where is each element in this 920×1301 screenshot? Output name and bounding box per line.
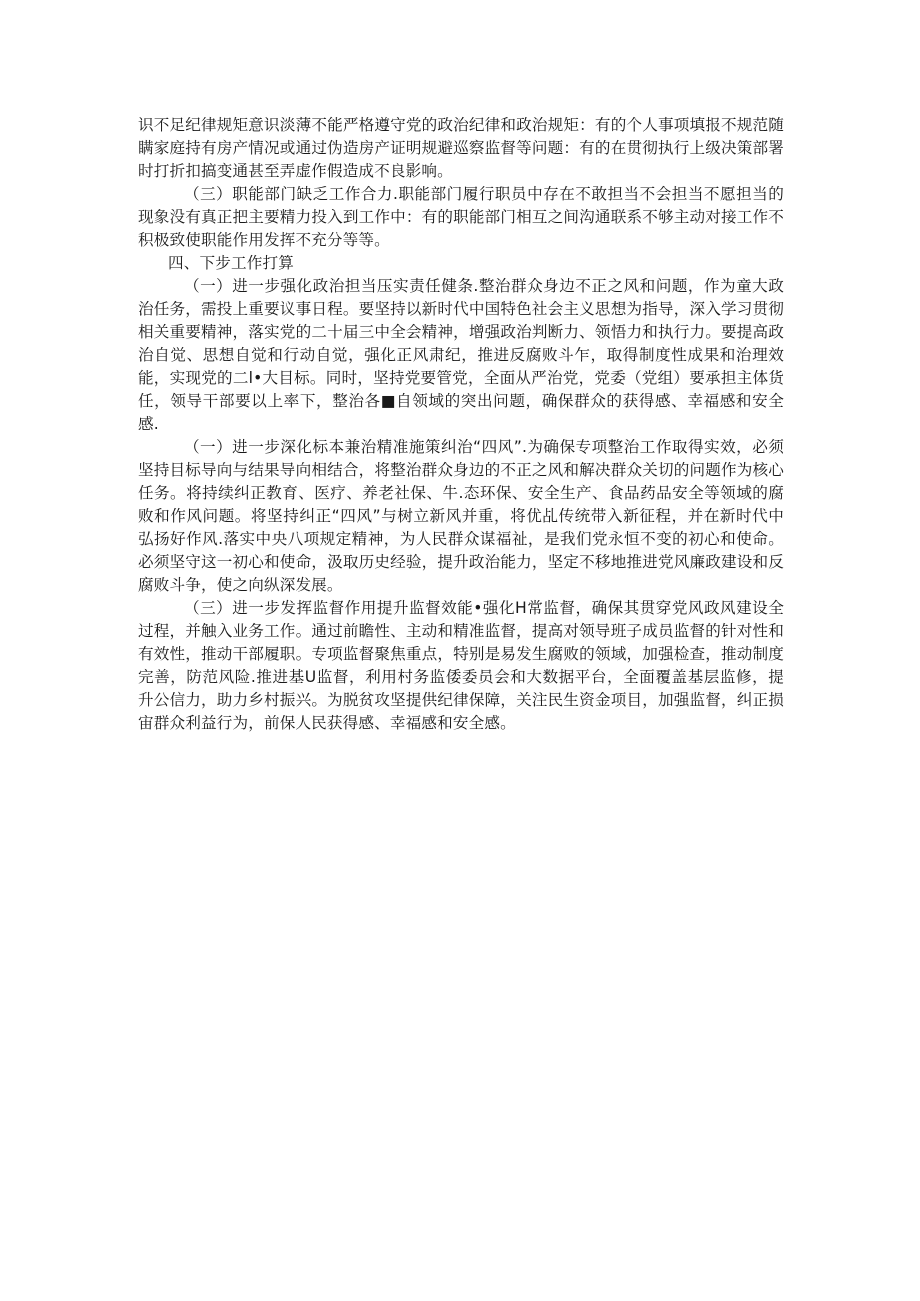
section-heading-next-steps: 四、下步工作打算: [168, 254, 294, 272]
paragraph-four-styles: （一）进一步深化标本兼治精准施策纠治“四风”.为确保专项整治工作取得实效，必须坚持目标导向与结果导向相结合，将整治群众身边的不正之风和解决群众关切的问题作为核心任务。将持续纠正教育、医疗、养老社保、牛.态环保、安全生产、食品药品安全等领域的腐败和作风问题。将坚持纠正“四风”与树立新风并重，将优乩传统带入新征程，并在新时代中弘扬好作风.落实中央八项规定精神，为人民群众谋福祉，是我们党永恒不变的初心和使命。必须坚守这一初心和使命，汲取历史经验，提升政治能力，坚定不移地推进党风廉政建设和反腐败斗争，使之向纵深发展。: [138, 438, 784, 594]
paragraph-functional-departments: （三）职能部门缺乏工作合力.职能部门履行职员中存在不敢担当不会担当不愿担当的现象没有真正把主要精力投入到工作中：有的职能部门相互之间沟通联系不够主动对接工作不积极致使职能作用发挥不充分等等。: [138, 185, 784, 249]
paragraph-political-responsibility: （一）进一步强化政治担当压实责任健条.整治群众身边不正之风和问题，作为童大政治任务，需投上重要议事日程。要坚持以新时代中国特色社会主义思想为指导，深入学习贯彻相关重要精神，落实党的二十届三中全会精神，增强政治判断力、领悟力和执行力。要提高政治自觉、思想自觉和行动自觉，强化正风肃纪，推进反腐败斗乍，取得制度性成果和治理效能，实现党的二l•大目标。同时，坚持党要管党，全面从严治党，党委（党组）要承担主体货任，领导干部要以上率下，整治各■自领域的突出问题，确保群众的获得感、幸福感和安全感.: [138, 277, 784, 433]
document-page: [138, 114, 784, 735]
paragraph-supervision: （三）进一步发挥监督作用提升监督效能•强化H常监督，确保其贯穿党风政风建设全过程，并触入业务工作。通过前瞻性、主动和精准监督，提高对领导班子成员监督的针对性和有效性，推动干部履职。专项监督聚焦重点，特别是易发生腐败的领域，加强检查，推动制度完善，防范风险.推进基U监督，利用村务监倭委员会和大数据平台，全面覆盖基层监修，提升公信力，助力乡村振兴。为脱贫攻坚提供纪律保障，关注民生资金项目，加强监督，纠正损宙群众利益行为，前保人民获得感、幸福感和安全感。: [138, 599, 784, 732]
paragraph-continuation: 识不足纪律规矩意识淡薄不能严格遵守党的政治纪律和政治规矩：有的个人事项填报不规范随瞒家庭持有房产情况或通过伪造房产证明规避巡察监督等问题：有的在贯彻执行上级决策部署时打折扣搞变通甚至弄虚作假造成不良影响。: [138, 116, 784, 180]
